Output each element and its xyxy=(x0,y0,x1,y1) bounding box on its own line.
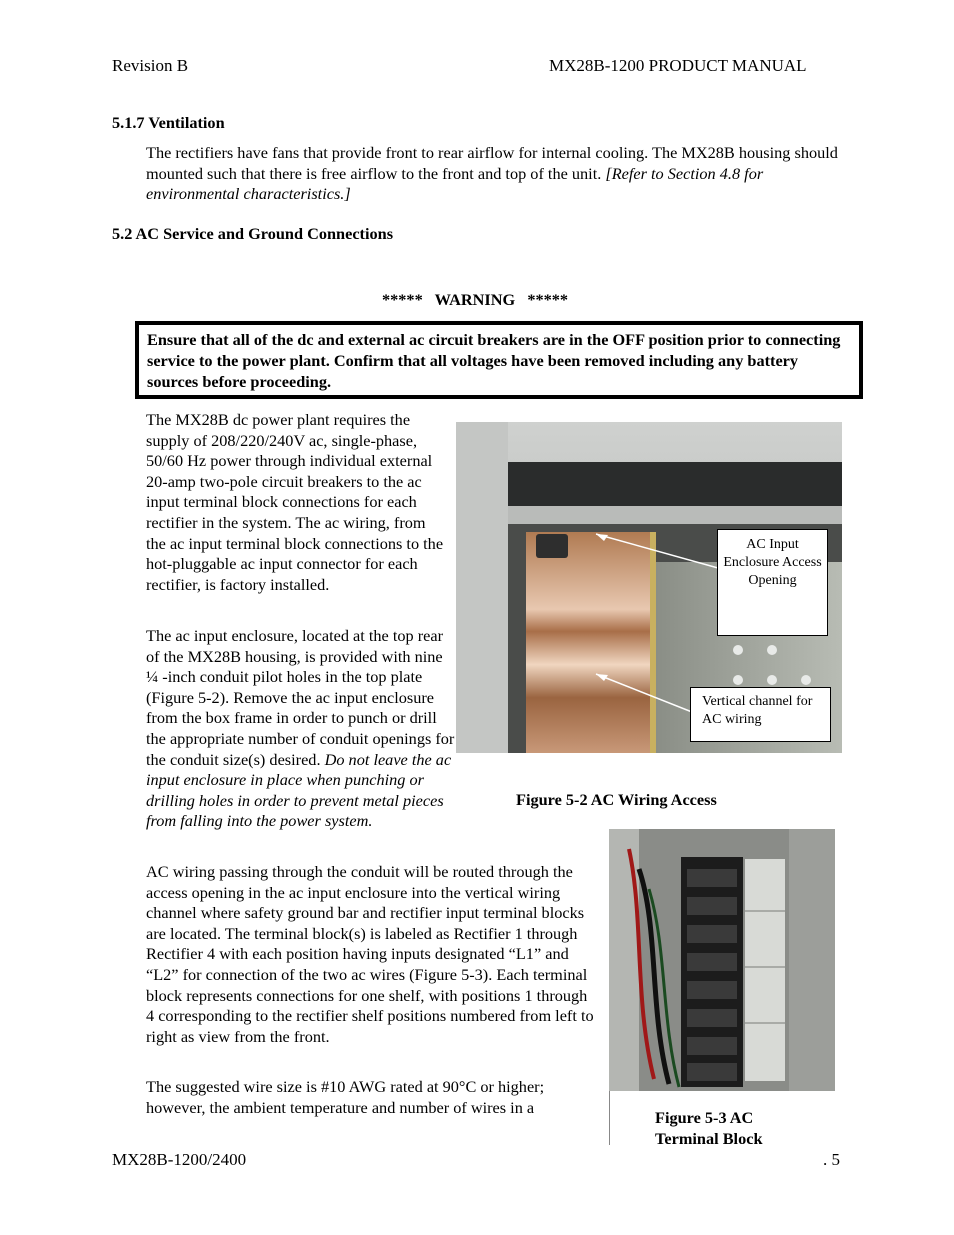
callout-vertical-channel: Vertical channel for AC wiring xyxy=(690,687,831,742)
footer-model: MX28B-1200/2400 xyxy=(112,1150,247,1169)
paragraph-power-requirements: The MX28B dc power plant requires the supply of 208/220/240V ac, single-phase, 50/60 Hz power through individual external 20-amp two-pole circuit breakers to the ac input terminal block connections for each rectifier in the system. The ac wiring, from the ac input terminal block connections to the hot-pluggable ac input connector for each rectifier, is factory installed. xyxy=(146,410,444,594)
ventilation-reference: [Refer to Section 4.8 for environmental characteristics.] xyxy=(146,163,764,204)
figure-5-2-caption: Figure 5-2 AC Wiring Access xyxy=(516,790,717,809)
header-manual-title: MX28B-1200 PRODUCT MANUAL xyxy=(549,56,807,75)
header-revision: Revision B xyxy=(112,56,189,75)
callout-access-opening: AC Input Enclosure Access Opening xyxy=(717,529,828,636)
enclosure-caution: Do not leave the ac input enclosure in place when punching or drilling holes in order to prevent metal pieces from falling into the power system. xyxy=(146,749,452,831)
ventilation-text: The rectifiers have fans that provide front to rear airflow for internal cooling. The MX28B housing should mounted such that there is free airflow to the front and top of the unit. xyxy=(146,143,838,183)
warning-title: ***** WARNING ***** xyxy=(382,290,569,309)
paragraph-ac-enclosure xyxy=(146,626,458,832)
figure-5-3-divider xyxy=(609,1091,610,1145)
heading-ventilation: 5.1.7 Ventilation xyxy=(112,113,225,132)
heading-ac-service: 5.2 AC Service and Ground Connections xyxy=(112,224,394,243)
terminal-block-photo xyxy=(609,829,835,1091)
paragraph-wire-size: The suggested wire size is #10 AWG rated at 90°C or higher; however, the ambient temperature and number of wires in a xyxy=(146,1077,545,1117)
enclosure-text: The ac input enclosure, located at the top rear of the MX28B housing, is provided with nine ¼ -inch conduit pilot holes in the top plate (Figure 5-2). Remove the ac input enclosure from the box frame in order to punch or drill the appropriate number of conduit openings for the conduit size(s) desired. xyxy=(146,626,455,769)
ventilation-paragraph xyxy=(146,143,846,205)
terminal-block-illustration xyxy=(609,829,835,1091)
paragraph-wiring-routing: AC wiring passing through the conduit will be routed through the access opening in the ac input enclosure into the vertical wiring channel where safety ground bar and rectifier input terminal blocks are located. The terminal block(s) is labeled as Rectifier 1 through Rectifier 4 with each position having inputs designated “L1” and “L2” for connection of the two ac wires (Figure 5-3). Each terminal block represents connections for one shelf, with positions 1 through 4 corresponding to the rectifier shelf positions numbered from left to right as view from the front. xyxy=(146,862,594,1046)
figure-5-3-caption: Figure 5-3 AC Terminal Block xyxy=(655,1108,763,1148)
footer-page-number: . 5 xyxy=(823,1150,840,1169)
warning-box: Ensure that all of the dc and external ac circuit breakers are in the OFF position prior to connecting service to the power plant. Confirm that all voltages have been removed including any battery sources before proceeding. xyxy=(135,321,863,399)
